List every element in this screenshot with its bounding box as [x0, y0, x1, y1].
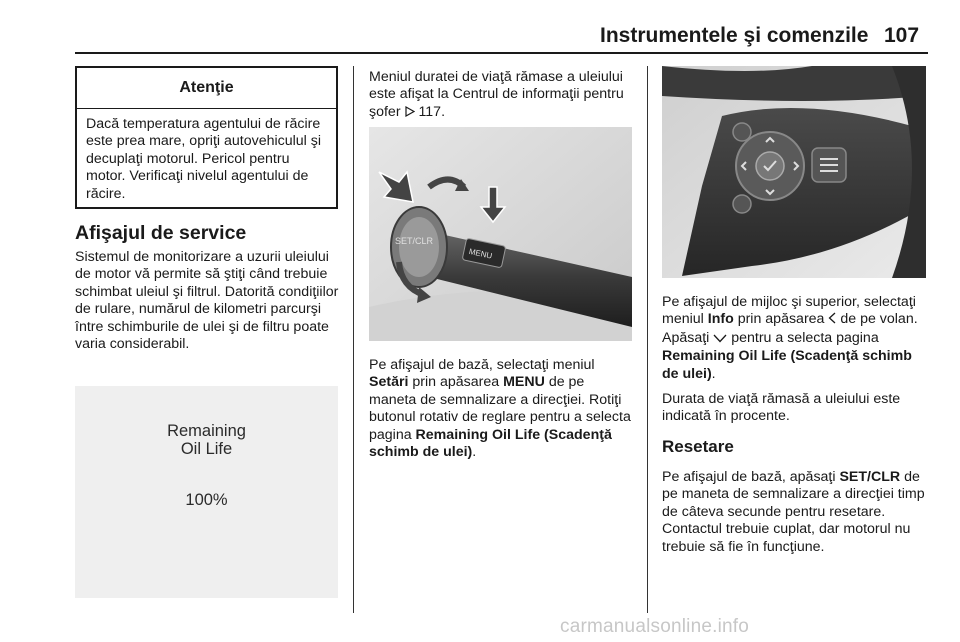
stalk-paragraph-bold-1: Setări [369, 374, 409, 391]
turn-signal-stalk-photo [369, 127, 632, 341]
reset-paragraph-text-1: Pe afişajul de bază, apăsaţi [662, 469, 840, 485]
header-rule [75, 52, 928, 54]
stalk-paragraph-bold-3: Remaining Oil Life (Scadenţă schimb de ulei) [369, 426, 612, 461]
stalk-paragraph-text-2: prin apăsarea [408, 374, 504, 391]
page-header-title: Instrumentele şi comenzile [600, 24, 869, 47]
warning-text: Dacă temperatura agentului de răcire este prea mare, opriţi autovehiculul şi decuplaţi motorul. Pericol pentru motor. Verificaţi nivelul agentului de răcire. [86, 116, 322, 202]
steering-paragraph-bold-info: Info [707, 311, 734, 328]
oil-life-display-image [75, 386, 338, 598]
reset-paragraph-bold-setclr: SET/CLR [839, 469, 901, 485]
menu-paragraph [369, 69, 634, 122]
stalk-paragraph-text-4: . [472, 444, 477, 461]
display-line-1: Remaining [167, 422, 246, 440]
section-title-reset: Resetare [662, 437, 734, 456]
steering-paragraph [662, 294, 930, 383]
menu-paragraph-text: Meniul duratei de viaţă rămase a uleiului este afişat la Centrul de informaţii pentru şofer [369, 69, 624, 120]
oil-life-percent-paragraph: Durata de viaţă rămasă a uleiului este indicată în procente. [662, 391, 901, 425]
section-title-service: Afişajul de service [75, 222, 247, 244]
column-divider-2 [647, 66, 648, 613]
reference-arrow-icon [405, 105, 415, 122]
steering-paragraph-text-2: prin apăsarea [733, 311, 829, 328]
reset-paragraph-text-2: de pe maneta de semnalizare a direcţiei timp de câteva secunde pentru resetare. Contactul trebuie cuplat, dar motorul nu trebuie să fie în funcţiune. [662, 469, 925, 555]
steering-paragraph-bold-page: Remaining Oil Life (Scadenţă schimb de ulei) [662, 348, 912, 382]
stalk-paragraph-text-1: Pe afişajul de bază, selectaţi meniul [369, 357, 595, 373]
stalk-paragraph-bold-2: MENU [503, 374, 545, 391]
steering-paragraph-text-3: de pe volan. Apăsaţi [662, 311, 918, 346]
reset-paragraph [662, 469, 930, 556]
stalk-paragraph [369, 357, 635, 461]
steering-paragraph-text-5: . [711, 365, 716, 382]
chevron-down-icon [713, 331, 727, 348]
display-value: 100% [185, 491, 228, 509]
service-paragraph: Sistemul de monitorizare a uzurii uleiului de motor vă permite să ştiţi când trebuie schimbat uleiul şi filtrul. Datorită condiţiilor de rulare, numărul de kilometri parcurşi între schimburile de ulei şi de filtru poate varia considerabil. [75, 249, 339, 353]
display-line-2: Oil Life [180, 440, 233, 458]
page-number: 107 [884, 24, 920, 47]
column-divider-1 [353, 66, 354, 613]
steering-wheel-controls-photo [662, 66, 926, 278]
menu-paragraph-page-ref: 117. [418, 103, 446, 120]
stalk-paragraph-text-3: de pe maneta de semnalizare a direcţiei. Rotiţi butonul rotativ de reglare pentru a selecta pagina [369, 374, 631, 443]
warning-box [75, 66, 338, 209]
warning-title: Atenţie [77, 68, 336, 109]
steering-paragraph-text-4: pentru a selecta pagina [727, 329, 879, 346]
steering-paragraph-text-1: Pe afişajul de mijloc şi superior, selectaţi meniul [662, 294, 916, 328]
stalk-label-setclr: SET/CLR [395, 236, 434, 246]
watermark: carmanualsonline.info [560, 616, 750, 637]
stalk-label-menu: MENU [468, 246, 493, 261]
